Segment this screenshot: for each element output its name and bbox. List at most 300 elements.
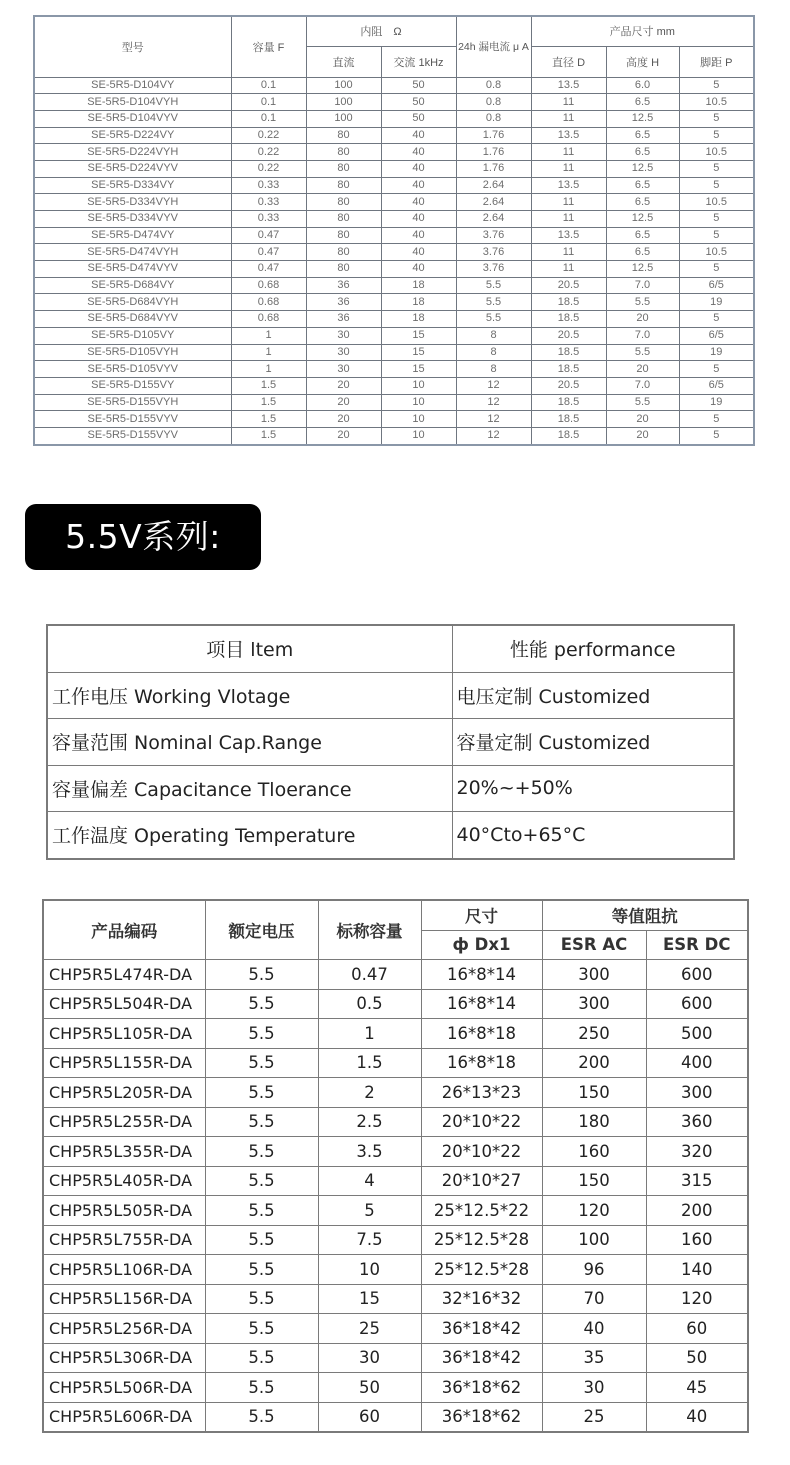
dc-resistance-cell: 100 <box>306 77 381 94</box>
leakage-cell: 1.76 <box>456 160 531 177</box>
height-cell: 20 <box>606 411 679 428</box>
header-size: 产品尺寸 mm <box>531 16 754 46</box>
dc-resistance-cell: 30 <box>306 327 381 344</box>
diameter-cell: 11 <box>531 110 606 127</box>
pitch-cell: 10.5 <box>679 94 754 111</box>
table-row <box>43 1019 748 1049</box>
dc-resistance-cell: 100 <box>306 94 381 111</box>
capacity-cell: 1.5 <box>231 411 306 428</box>
esr-ac-cell: 300 <box>542 960 646 990</box>
table-row <box>47 672 734 719</box>
esr-ac-cell: 250 <box>542 1019 646 1049</box>
esr-dc-cell: 120 <box>646 1284 748 1314</box>
size-cell: 36*18*42 <box>421 1343 542 1373</box>
pitch-cell: 5 <box>679 177 754 194</box>
capacity-cell: 7.5 <box>318 1225 421 1255</box>
header-item: 项目 ltem <box>47 625 452 672</box>
voltage-cell: 5.5 <box>205 1107 318 1137</box>
leakage-cell: 3.76 <box>456 244 531 261</box>
leakage-cell: 2.64 <box>456 177 531 194</box>
voltage-cell: 5.5 <box>205 1255 318 1285</box>
pitch-cell: 5 <box>679 160 754 177</box>
pitch-cell: 5 <box>679 311 754 328</box>
diameter-cell: 20.5 <box>531 327 606 344</box>
table-row <box>43 960 748 990</box>
capacity-cell: 1 <box>231 344 306 361</box>
height-cell: 20 <box>606 361 679 378</box>
pitch-cell: 5 <box>679 77 754 94</box>
esr-ac-cell: 70 <box>542 1284 646 1314</box>
dc-resistance-cell: 80 <box>306 211 381 228</box>
performance-cell: 容量定制 Customized <box>452 719 734 766</box>
table-row <box>34 344 754 361</box>
product-code-cell: CHP5R5L256R-DA <box>43 1314 205 1344</box>
pitch-cell: 5 <box>679 261 754 278</box>
pitch-cell: 19 <box>679 344 754 361</box>
capacity-cell: 0.47 <box>231 244 306 261</box>
height-cell: 5.5 <box>606 394 679 411</box>
height-cell: 7.0 <box>606 277 679 294</box>
table-row <box>43 1078 748 1108</box>
table-row <box>43 989 748 1019</box>
performance-table <box>46 624 735 860</box>
esr-ac-cell: 30 <box>542 1373 646 1403</box>
capacity-cell: 1 <box>318 1019 421 1049</box>
voltage-cell: 5.5 <box>205 1196 318 1226</box>
ac-resistance-cell: 18 <box>381 277 456 294</box>
pitch-cell: 6/5 <box>679 377 754 394</box>
ac-resistance-cell: 18 <box>381 294 456 311</box>
spec-table <box>33 15 755 446</box>
model-cell: SE-5R5-D104VY <box>34 77 231 94</box>
model-cell: SE-5R5-D684VY <box>34 277 231 294</box>
model-cell: SE-5R5-D155VYV <box>34 411 231 428</box>
height-cell: 6.5 <box>606 194 679 211</box>
capacity-cell: 50 <box>318 1373 421 1403</box>
dc-resistance-cell: 80 <box>306 127 381 144</box>
size-cell: 25*12.5*28 <box>421 1255 542 1285</box>
size-cell: 36*18*42 <box>421 1314 542 1344</box>
dc-resistance-cell: 80 <box>306 244 381 261</box>
header-code: 产品编码 <box>43 900 205 960</box>
diameter-cell: 11 <box>531 244 606 261</box>
esr-ac-cell: 100 <box>542 1225 646 1255</box>
capacity-cell: 1 <box>231 361 306 378</box>
esr-ac-cell: 96 <box>542 1255 646 1285</box>
header-leakage: 24h 漏电流 μ A <box>456 16 531 77</box>
size-cell: 25*12.5*22 <box>421 1196 542 1226</box>
voltage-cell: 5.5 <box>205 1284 318 1314</box>
esr-dc-cell: 500 <box>646 1019 748 1049</box>
model-cell: SE-5R5-D474VYV <box>34 261 231 278</box>
diameter-cell: 11 <box>531 94 606 111</box>
size-cell: 36*18*62 <box>421 1402 542 1432</box>
diameter-cell: 18.5 <box>531 311 606 328</box>
leakage-cell: 12 <box>456 394 531 411</box>
diameter-cell: 18.5 <box>531 294 606 311</box>
voltage-cell: 5.5 <box>205 1137 318 1167</box>
voltage-cell: 5.5 <box>205 1402 318 1432</box>
diameter-cell: 13.5 <box>531 177 606 194</box>
capacity-cell: 0.47 <box>318 960 421 990</box>
height-cell: 20 <box>606 311 679 328</box>
ac-resistance-cell: 15 <box>381 361 456 378</box>
dc-resistance-cell: 30 <box>306 361 381 378</box>
esr-ac-cell: 35 <box>542 1343 646 1373</box>
ac-resistance-cell: 50 <box>381 94 456 111</box>
product-table-body <box>43 960 748 1433</box>
leakage-cell: 12 <box>456 411 531 428</box>
capacity-cell: 0.68 <box>231 294 306 311</box>
table-row <box>34 244 754 261</box>
table-row <box>34 144 754 161</box>
leakage-cell: 0.8 <box>456 94 531 111</box>
capacity-cell: 1.5 <box>231 427 306 444</box>
product-code-cell: CHP5R5L506R-DA <box>43 1373 205 1403</box>
table-row <box>34 327 754 344</box>
dc-resistance-cell: 80 <box>306 194 381 211</box>
header-size: 尺寸 <box>421 900 542 930</box>
table-row <box>43 1255 748 1285</box>
esr-ac-cell: 200 <box>542 1048 646 1078</box>
esr-dc-cell: 50 <box>646 1343 748 1373</box>
table-row <box>43 1137 748 1167</box>
leakage-cell: 3.76 <box>456 227 531 244</box>
model-cell: SE-5R5-D155VY <box>34 377 231 394</box>
dc-resistance-cell: 20 <box>306 427 381 444</box>
size-cell: 20*10*22 <box>421 1137 542 1167</box>
capacity-cell: 0.1 <box>231 94 306 111</box>
header-size-dims: ф Dx1 <box>421 930 542 960</box>
capacity-cell: 1.5 <box>231 377 306 394</box>
performance-table-body <box>47 672 734 859</box>
product-code-cell: CHP5R5L106R-DA <box>43 1255 205 1285</box>
voltage-cell: 5.5 <box>205 989 318 1019</box>
item-cell: 工作温度 Operating Temperature <box>47 812 452 859</box>
capacity-cell: 2.5 <box>318 1107 421 1137</box>
capacity-cell: 1.5 <box>318 1048 421 1078</box>
model-cell: SE-5R5-D155VYV <box>34 427 231 444</box>
leakage-cell: 12 <box>456 377 531 394</box>
capacity-cell: 0.22 <box>231 144 306 161</box>
capacity-cell: 25 <box>318 1314 421 1344</box>
product-code-cell: CHP5R5L504R-DA <box>43 989 205 1019</box>
product-code-cell: CHP5R5L474R-DA <box>43 960 205 990</box>
esr-dc-cell: 60 <box>646 1314 748 1344</box>
item-cell: 容量偏差 Capacitance Tloerance <box>47 765 452 812</box>
dc-resistance-cell: 80 <box>306 160 381 177</box>
esr-ac-cell: 300 <box>542 989 646 1019</box>
leakage-cell: 2.64 <box>456 194 531 211</box>
size-cell: 16*8*14 <box>421 960 542 990</box>
voltage-cell: 5.5 <box>205 1373 318 1403</box>
height-cell: 7.0 <box>606 377 679 394</box>
header-ac: 交流 1kHz <box>381 46 456 77</box>
size-cell: 20*10*27 <box>421 1166 542 1196</box>
leakage-cell: 8 <box>456 361 531 378</box>
diameter-cell: 18.5 <box>531 394 606 411</box>
table-row <box>34 160 754 177</box>
ac-resistance-cell: 15 <box>381 344 456 361</box>
ac-resistance-cell: 10 <box>381 394 456 411</box>
leakage-cell: 0.8 <box>456 77 531 94</box>
table-row <box>34 177 754 194</box>
leakage-cell: 5.5 <box>456 311 531 328</box>
esr-dc-cell: 160 <box>646 1225 748 1255</box>
voltage-cell: 5.5 <box>205 1166 318 1196</box>
height-cell: 6.5 <box>606 244 679 261</box>
table-row <box>34 227 754 244</box>
capacity-cell: 0.1 <box>231 77 306 94</box>
capacity-cell: 0.33 <box>231 177 306 194</box>
table-row <box>34 427 754 444</box>
table-row <box>34 394 754 411</box>
voltage-cell: 5.5 <box>205 1225 318 1255</box>
header-performance: 性能 performance <box>452 625 734 672</box>
capacity-cell: 0.33 <box>231 211 306 228</box>
capacity-cell: 60 <box>318 1402 421 1432</box>
leakage-cell: 1.76 <box>456 144 531 161</box>
performance-cell: 20%~+50% <box>452 765 734 812</box>
header-resistance: 内阻 Ω <box>306 16 456 46</box>
performance-cell: 40°Cto+65°C <box>452 812 734 859</box>
table-row <box>43 1048 748 1078</box>
dc-resistance-cell: 20 <box>306 377 381 394</box>
table-row <box>34 311 754 328</box>
esr-ac-cell: 25 <box>542 1402 646 1432</box>
pitch-cell: 19 <box>679 394 754 411</box>
pitch-cell: 5 <box>679 427 754 444</box>
pitch-cell: 5 <box>679 211 754 228</box>
capacity-cell: 0.68 <box>231 277 306 294</box>
spec-table-body <box>34 77 754 445</box>
product-code-cell: CHP5R5L205R-DA <box>43 1078 205 1108</box>
esr-dc-cell: 140 <box>646 1255 748 1285</box>
table-row <box>34 211 754 228</box>
dc-resistance-cell: 20 <box>306 394 381 411</box>
capacity-cell: 2 <box>318 1078 421 1108</box>
capacity-cell: 1.5 <box>231 394 306 411</box>
leakage-cell: 1.76 <box>456 127 531 144</box>
diameter-cell: 13.5 <box>531 127 606 144</box>
height-cell: 6.5 <box>606 144 679 161</box>
model-cell: SE-5R5-D105VYH <box>34 344 231 361</box>
product-code-cell: CHP5R5L505R-DA <box>43 1196 205 1226</box>
capacity-cell: 0.47 <box>231 227 306 244</box>
table-row <box>43 1166 748 1196</box>
size-cell: 16*8*18 <box>421 1048 542 1078</box>
diameter-cell: 18.5 <box>531 361 606 378</box>
product-code-cell: CHP5R5L355R-DA <box>43 1137 205 1167</box>
product-code-cell: CHP5R5L606R-DA <box>43 1402 205 1432</box>
capacity-cell: 5 <box>318 1196 421 1226</box>
dc-resistance-cell: 80 <box>306 144 381 161</box>
dc-resistance-cell: 80 <box>306 261 381 278</box>
pitch-cell: 6/5 <box>679 327 754 344</box>
pitch-cell: 5 <box>679 411 754 428</box>
dc-resistance-cell: 20 <box>306 411 381 428</box>
height-cell: 20 <box>606 427 679 444</box>
diameter-cell: 20.5 <box>531 377 606 394</box>
table-row <box>34 294 754 311</box>
product-table <box>42 899 749 1433</box>
capacity-cell: 1 <box>231 327 306 344</box>
capacity-cell: 30 <box>318 1343 421 1373</box>
voltage-cell: 5.5 <box>205 960 318 990</box>
ac-resistance-cell: 40 <box>381 227 456 244</box>
product-code-cell: CHP5R5L755R-DA <box>43 1225 205 1255</box>
size-cell: 26*13*23 <box>421 1078 542 1108</box>
header-voltage: 额定电压 <box>205 900 318 960</box>
esr-ac-cell: 150 <box>542 1166 646 1196</box>
ac-resistance-cell: 10 <box>381 427 456 444</box>
height-cell: 6.5 <box>606 94 679 111</box>
table-row <box>47 812 734 859</box>
height-cell: 6.0 <box>606 77 679 94</box>
pitch-cell: 5 <box>679 361 754 378</box>
dc-resistance-cell: 80 <box>306 227 381 244</box>
pitch-cell: 19 <box>679 294 754 311</box>
leakage-cell: 3.76 <box>456 261 531 278</box>
diameter-cell: 20.5 <box>531 277 606 294</box>
model-cell: SE-5R5-D224VYH <box>34 144 231 161</box>
capacity-cell: 15 <box>318 1284 421 1314</box>
capacity-cell: 10 <box>318 1255 421 1285</box>
esr-dc-cell: 315 <box>646 1166 748 1196</box>
header-esr: 等值阻抗 <box>542 900 748 930</box>
ac-resistance-cell: 40 <box>381 144 456 161</box>
ac-resistance-cell: 40 <box>381 177 456 194</box>
capacity-cell: 0.22 <box>231 160 306 177</box>
esr-dc-cell: 200 <box>646 1196 748 1226</box>
header-model: 型号 <box>34 16 231 77</box>
series-title-badge: 5.5V系列: <box>25 504 261 570</box>
table-row <box>43 1225 748 1255</box>
leakage-cell: 5.5 <box>456 277 531 294</box>
table-row <box>34 411 754 428</box>
esr-dc-cell: 360 <box>646 1107 748 1137</box>
esr-ac-cell: 180 <box>542 1107 646 1137</box>
item-cell: 工作电压 Working Vlotage <box>47 672 452 719</box>
table-row <box>43 1343 748 1373</box>
table-row <box>34 377 754 394</box>
model-cell: SE-5R5-D334VYV <box>34 211 231 228</box>
diameter-cell: 11 <box>531 261 606 278</box>
pitch-cell: 5 <box>679 227 754 244</box>
product-code-cell: CHP5R5L105R-DA <box>43 1019 205 1049</box>
leakage-cell: 2.64 <box>456 211 531 228</box>
height-cell: 12.5 <box>606 211 679 228</box>
ac-resistance-cell: 18 <box>381 311 456 328</box>
ac-resistance-cell: 10 <box>381 411 456 428</box>
dc-resistance-cell: 36 <box>306 294 381 311</box>
esr-dc-cell: 45 <box>646 1373 748 1403</box>
diameter-cell: 11 <box>531 211 606 228</box>
voltage-cell: 5.5 <box>205 1078 318 1108</box>
ac-resistance-cell: 40 <box>381 244 456 261</box>
height-cell: 5.5 <box>606 344 679 361</box>
model-cell: SE-5R5-D105VY <box>34 327 231 344</box>
header-dc: 直流 <box>306 46 381 77</box>
ac-resistance-cell: 50 <box>381 77 456 94</box>
header-height: 高度 H <box>606 46 679 77</box>
size-cell: 16*8*18 <box>421 1019 542 1049</box>
capacity-cell: 0.22 <box>231 127 306 144</box>
esr-ac-cell: 160 <box>542 1137 646 1167</box>
header-esr-ac: ESR AC <box>542 930 646 960</box>
pitch-cell: 10.5 <box>679 144 754 161</box>
diameter-cell: 18.5 <box>531 344 606 361</box>
capacity-cell: 3.5 <box>318 1137 421 1167</box>
product-code-cell: CHP5R5L405R-DA <box>43 1166 205 1196</box>
leakage-cell: 8 <box>456 344 531 361</box>
ac-resistance-cell: 40 <box>381 127 456 144</box>
product-code-cell: CHP5R5L155R-DA <box>43 1048 205 1078</box>
esr-ac-cell: 120 <box>542 1196 646 1226</box>
capacity-cell: 0.1 <box>231 110 306 127</box>
table-row <box>34 277 754 294</box>
leakage-cell: 12 <box>456 427 531 444</box>
table-row <box>34 361 754 378</box>
capacity-cell: 0.68 <box>231 311 306 328</box>
model-cell: SE-5R5-D155VYH <box>34 394 231 411</box>
esr-dc-cell: 40 <box>646 1402 748 1432</box>
ac-resistance-cell: 50 <box>381 110 456 127</box>
leakage-cell: 0.8 <box>456 110 531 127</box>
size-cell: 20*10*22 <box>421 1107 542 1137</box>
header-diameter: 直径 D <box>531 46 606 77</box>
esr-dc-cell: 600 <box>646 960 748 990</box>
dc-resistance-cell: 80 <box>306 177 381 194</box>
height-cell: 12.5 <box>606 110 679 127</box>
capacity-cell: 0.47 <box>231 261 306 278</box>
diameter-cell: 11 <box>531 160 606 177</box>
table-row <box>34 94 754 111</box>
dc-resistance-cell: 30 <box>306 344 381 361</box>
diameter-cell: 18.5 <box>531 411 606 428</box>
height-cell: 12.5 <box>606 261 679 278</box>
model-cell: SE-5R5-D334VY <box>34 177 231 194</box>
model-cell: SE-5R5-D474VYH <box>34 244 231 261</box>
diameter-cell: 11 <box>531 144 606 161</box>
voltage-cell: 5.5 <box>205 1343 318 1373</box>
table-row <box>43 1402 748 1432</box>
table-row <box>47 719 734 766</box>
model-cell: SE-5R5-D104VYH <box>34 94 231 111</box>
ac-resistance-cell: 40 <box>381 211 456 228</box>
pitch-cell: 10.5 <box>679 244 754 261</box>
table-row <box>34 110 754 127</box>
size-cell: 32*16*32 <box>421 1284 542 1314</box>
table-row <box>34 261 754 278</box>
diameter-cell: 13.5 <box>531 227 606 244</box>
voltage-cell: 5.5 <box>205 1019 318 1049</box>
ac-resistance-cell: 40 <box>381 160 456 177</box>
performance-cell: 电压定制 Customized <box>452 672 734 719</box>
esr-dc-cell: 600 <box>646 989 748 1019</box>
dc-resistance-cell: 36 <box>306 311 381 328</box>
product-code-cell: CHP5R5L255R-DA <box>43 1107 205 1137</box>
size-cell: 36*18*62 <box>421 1373 542 1403</box>
esr-dc-cell: 300 <box>646 1078 748 1108</box>
model-cell: SE-5R5-D684VYH <box>34 294 231 311</box>
table-row <box>34 194 754 211</box>
dc-resistance-cell: 100 <box>306 110 381 127</box>
pitch-cell: 5 <box>679 110 754 127</box>
height-cell: 7.0 <box>606 327 679 344</box>
diameter-cell: 13.5 <box>531 77 606 94</box>
esr-ac-cell: 150 <box>542 1078 646 1108</box>
